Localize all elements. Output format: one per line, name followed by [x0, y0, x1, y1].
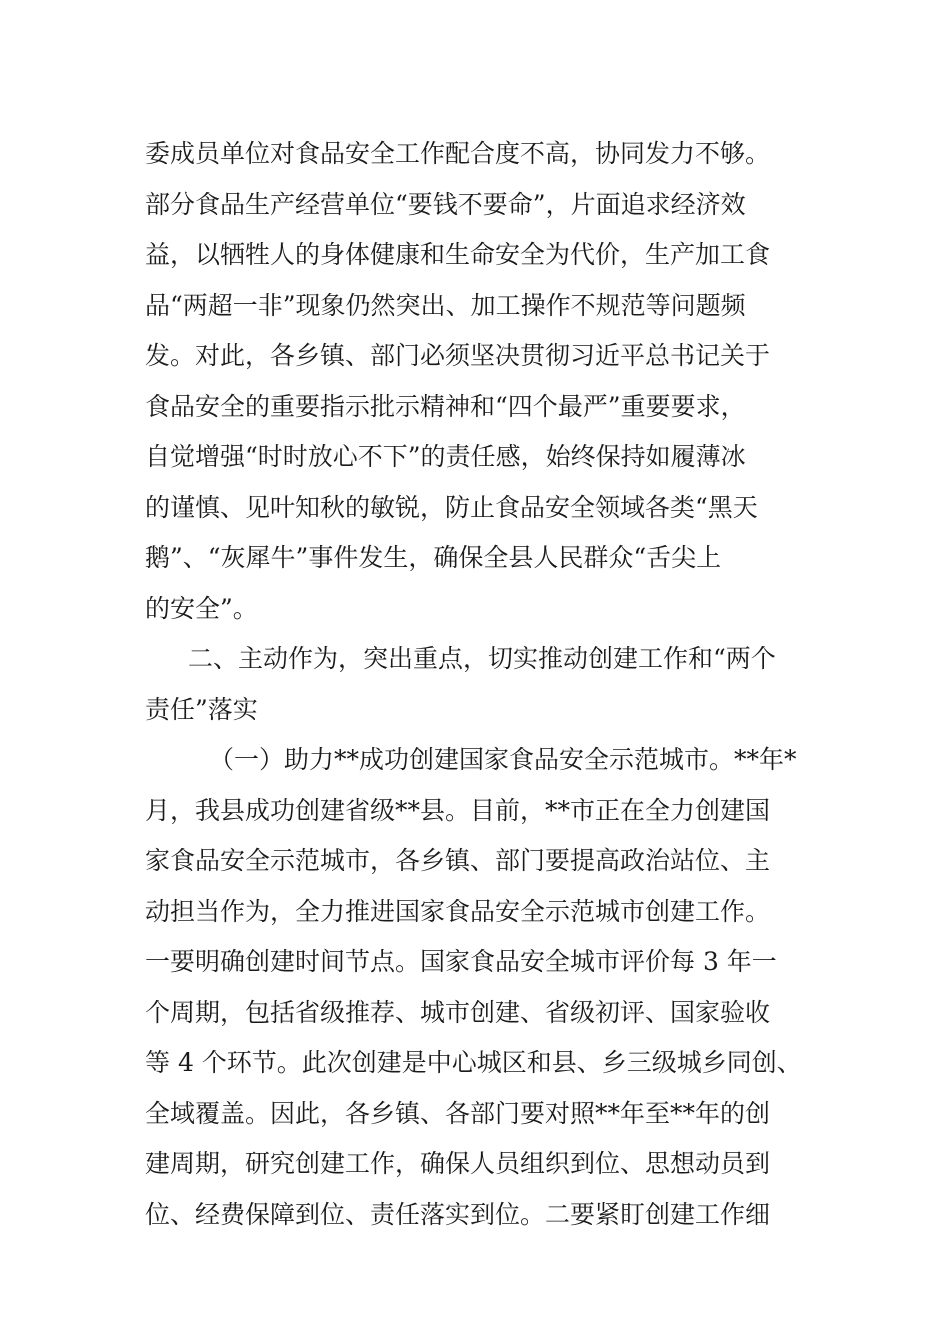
text-line: 全域覆盖。因此，各乡镇、各部门要对照**年至**年的创 — [145, 1098, 771, 1128]
text-line: 一要明确创建时间节点。国家食品安全城市评价每 3 年一 — [145, 947, 777, 976]
text-line: 家食品安全示范城市，各乡镇、部门要提高政治站位、主 — [145, 846, 771, 875]
text-line: 品“两超一非”现象仍然突出、加工操作不规范等问题频 — [145, 290, 746, 320]
section-heading-line: 二、主动作为，突出重点，切实推动创建工作和“两个 — [188, 644, 776, 673]
text-line: 等 4 个环节。此次创建是中心城区和县、乡三级城乡同创、 — [145, 1048, 802, 1077]
subsection-heading-line: （一）助力**成功创建国家食品安全示范城市。**年* — [209, 745, 797, 774]
text-line: 月，我县成功创建省级**县。目前，**市正在全力创建国 — [145, 795, 771, 825]
text-line: 的谨慎、见叶知秋的敏锐，防止食品安全领域各类“黑天 — [145, 492, 758, 522]
text-line: 委成员单位对食品安全工作配合度不高，协同发力不够。 — [145, 139, 771, 168]
text-line: 个周期，包括省级推荐、城市创建、省级初评、国家验收 — [145, 997, 771, 1027]
text-line: 的安全”。 — [145, 593, 258, 623]
text-line: 食品安全的重要指示批示精神和“四个最严”重要要求， — [145, 391, 746, 421]
text-line: 动担当作为，全力推进国家食品安全示范城市创建工作。 — [145, 896, 771, 926]
section-heading-line: 责任”落实 — [145, 694, 258, 724]
text-line: 益，以牺牲人的身体健康和生命安全为代价，生产加工食 — [145, 240, 771, 269]
text-line: 自觉增强“时时放心不下”的责任感，始终保持如履薄冰 — [145, 442, 746, 471]
text-line: 部分食品生产经营单位“要钱不要命”，片面追求经济效 — [145, 189, 746, 219]
text-line: 发。对此，各乡镇、部门必须坚决贯彻习近平总书记关于 — [145, 341, 771, 370]
document-body — [145, 129, 820, 1240]
text-line: 位、经费保障到位、责任落实到位。二要紧盯创建工作细 — [145, 1199, 771, 1229]
text-line: 建周期，研究创建工作，确保人员组织到位、思想动员到 — [145, 1149, 771, 1178]
text-line: 鹅”、“灰犀牛”事件发生，确保全县人民群众“舌尖上 — [145, 543, 722, 572]
